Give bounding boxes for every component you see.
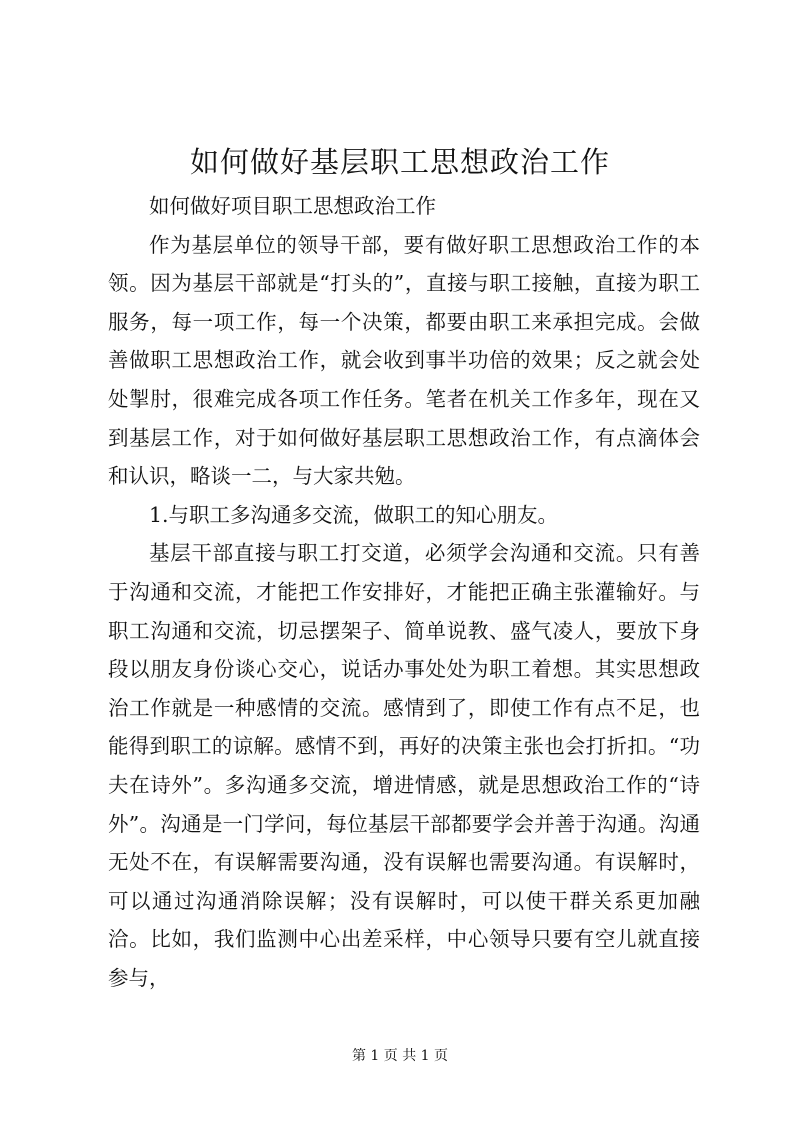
intro-paragraph: 作为基层单位的领导干部，要有做好职工思想政治工作的本领。因为基层干部就是“打头的”，直接与职工接触，直接为职工服务，每一项工作，每一个决策，都要由职工来承担完成。会做善做职工思想政治工作，就会收到事半功倍的效果；反之就会处处掣肘，很难完成各项工作任务。笔者在机关工作多年，现在又到基层工作，对于如何做好基层职工思想政治工作，有点滴体会和认识，略谈一二，与大家共勉。 xyxy=(108,232,700,489)
document-body xyxy=(108,187,700,997)
section-body-paragraph: 基层干部直接与职工打交道，必须学会沟通和交流。只有善于沟通和交流，才能把工作安排好，才能把正确主张灌输好。与职工沟通和交流，切忌摆架子、简单说教、盛气凌人，要放下身段以朋友身份谈心交心，说话办事处处为职工着想。其实思想政治工作就是一种感情的交流。感情到了，即使工作有点不足，也能得到职工的谅解。感情不到，再好的决策主张也会打折扣。“功夫在诗外”。多沟通多交流，增进情感，就是思想政治工作的“诗外”。沟通是一门学问，每位基层干部都要学会并善于沟通。沟通无处不在，有误解需要沟通，没有误解也需要沟通。有误解时，可以通过沟通消除误解；没有误解时，可以使干群关系更加融洽。比如，我们监测中心出差采样，中心领导只要有空儿就直接参与， xyxy=(108,541,700,990)
section-heading-paragraph: 1.与职工多沟通多交流，做职工的知心朋友。 xyxy=(149,502,559,527)
subtitle-paragraph: 如何做好项目职工思想政治工作 xyxy=(149,194,436,218)
page-footer: 第 1 页 共 1 页 xyxy=(351,1048,449,1064)
document-title: 如何做好基层职工思想政治工作 xyxy=(189,145,610,179)
